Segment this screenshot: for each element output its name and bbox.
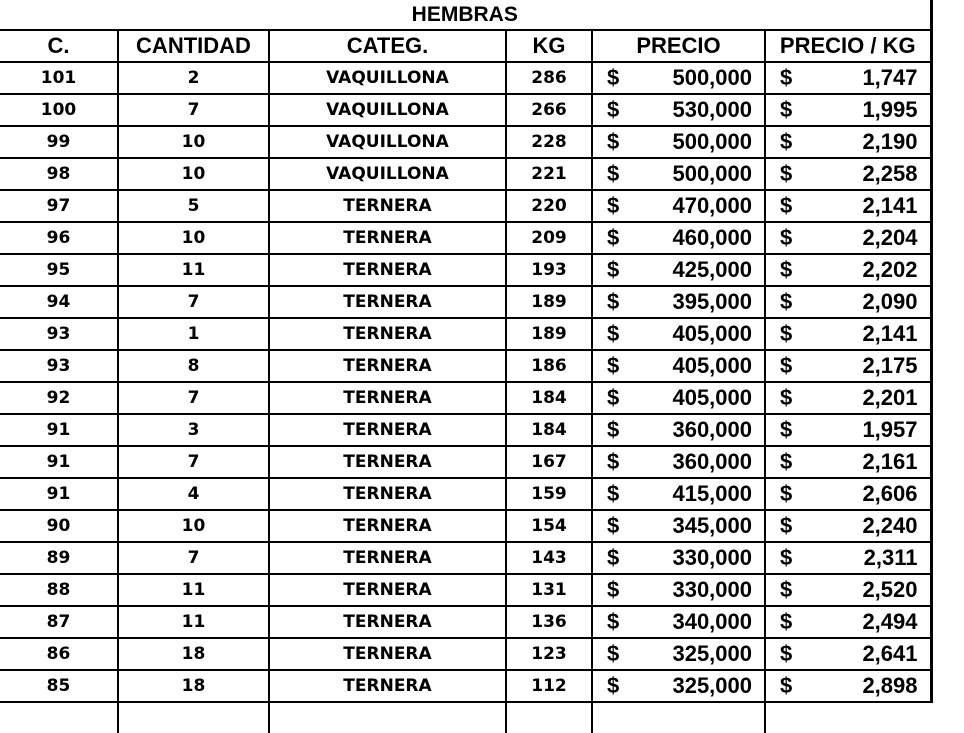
amount-value: 1,957 — [862, 417, 918, 442]
table-row — [0, 254, 931, 286]
cell-c[interactable]: 97 — [0, 190, 118, 222]
currency-symbol: $ — [607, 161, 620, 186]
cell-precio-kg[interactable] — [765, 382, 931, 414]
cell-kg[interactable]: 184 — [506, 382, 592, 414]
currency-symbol: $ — [607, 257, 620, 282]
cell-precio-kg[interactable] — [765, 350, 931, 382]
currency-symbol: $ — [607, 97, 620, 122]
header-row — [0, 30, 931, 62]
cell-kg[interactable]: 167 — [506, 446, 592, 478]
currency-symbol: $ — [780, 353, 793, 378]
cell-kg[interactable]: 184 — [506, 414, 592, 446]
cell-categ[interactable]: TERNERA — [269, 638, 506, 670]
cell-cantidad[interactable]: 11 — [118, 606, 269, 638]
cell-precio-kg[interactable] — [765, 126, 931, 158]
amount-value: 405,000 — [672, 321, 752, 346]
currency-symbol: $ — [607, 225, 620, 250]
cell-kg[interactable]: 228 — [506, 126, 592, 158]
currency-symbol: $ — [607, 417, 620, 442]
cell-categ[interactable]: TERNERA — [269, 382, 506, 414]
cell-kg[interactable]: 131 — [506, 574, 592, 606]
cell-cantidad[interactable]: 18 — [118, 670, 269, 702]
table-row — [0, 606, 931, 638]
currency-symbol: $ — [607, 513, 620, 538]
cell-precio[interactable] — [592, 62, 765, 94]
cell-categ[interactable]: VAQUILLONA — [269, 158, 506, 190]
cell-cantidad[interactable]: 1 — [118, 318, 269, 350]
cell-cantidad[interactable]: 3 — [118, 414, 269, 446]
cell-precio[interactable] — [592, 94, 765, 126]
cell-categ[interactable]: TERNERA — [269, 446, 506, 478]
cell-categ[interactable]: TERNERA — [269, 350, 506, 382]
cell-precio[interactable] — [592, 222, 765, 254]
cell-precio[interactable] — [592, 670, 765, 702]
currency-symbol: $ — [607, 385, 620, 410]
cell-precio[interactable] — [592, 286, 765, 318]
empty-cell[interactable] — [592, 702, 765, 733]
table-row — [0, 350, 931, 382]
cell-categ[interactable]: TERNERA — [269, 606, 506, 638]
cell-c[interactable]: 100 — [0, 94, 118, 126]
cell-cantidad[interactable]: 5 — [118, 190, 269, 222]
amount-value: 2,175 — [862, 353, 918, 378]
cell-precio[interactable] — [592, 158, 765, 190]
currency-symbol: $ — [607, 449, 620, 474]
currency-symbol: $ — [607, 289, 620, 314]
cell-categ[interactable]: VAQUILLONA — [269, 62, 506, 94]
currency-symbol: $ — [780, 513, 793, 538]
cell-categ[interactable]: TERNERA — [269, 254, 506, 286]
cell-precio-kg[interactable] — [765, 222, 931, 254]
cell-precio[interactable] — [592, 542, 765, 574]
amount-value: 2,161 — [862, 449, 918, 474]
cell-precio[interactable] — [592, 126, 765, 158]
table-row — [0, 94, 931, 126]
cell-kg[interactable]: 186 — [506, 350, 592, 382]
cell-precio[interactable] — [592, 478, 765, 510]
cell-kg[interactable]: 112 — [506, 670, 592, 702]
amount-value: 2,641 — [862, 641, 918, 666]
cell-kg[interactable]: 220 — [506, 190, 592, 222]
amount-value: 345,000 — [672, 513, 752, 538]
currency-symbol: $ — [780, 225, 793, 250]
amount-value: 2,141 — [862, 193, 918, 218]
cell-precio[interactable] — [592, 574, 765, 606]
cell-kg[interactable]: 159 — [506, 478, 592, 510]
cell-c[interactable]: 93 — [0, 350, 118, 382]
amount-value: 1,747 — [862, 65, 918, 90]
cell-c[interactable]: 94 — [0, 286, 118, 318]
cell-c[interactable]: 91 — [0, 478, 118, 510]
currency-symbol: $ — [607, 673, 620, 698]
amount-value: 340,000 — [672, 609, 752, 634]
cell-cantidad[interactable]: 7 — [118, 446, 269, 478]
cell-cantidad[interactable]: 11 — [118, 254, 269, 286]
cell-precio-kg[interactable] — [765, 318, 931, 350]
cell-kg[interactable]: 189 — [506, 286, 592, 318]
amount-value: 360,000 — [672, 449, 752, 474]
amount-value: 425,000 — [672, 257, 752, 282]
cell-kg[interactable]: 189 — [506, 318, 592, 350]
amount-value: 2,141 — [862, 321, 918, 346]
currency-symbol: $ — [607, 193, 620, 218]
amount-value: 530,000 — [672, 97, 752, 122]
cell-cantidad[interactable]: 7 — [118, 542, 269, 574]
cell-kg[interactable]: 266 — [506, 94, 592, 126]
amount-value: 2,606 — [862, 481, 918, 506]
cell-categ[interactable]: VAQUILLONA — [269, 126, 506, 158]
cell-c[interactable]: 90 — [0, 510, 118, 542]
currency-symbol: $ — [780, 129, 793, 154]
amount-value: 1,995 — [862, 97, 918, 122]
cell-c[interactable]: 96 — [0, 222, 118, 254]
cell-categ[interactable]: TERNERA — [269, 478, 506, 510]
cell-c[interactable]: 99 — [0, 126, 118, 158]
empty-row — [0, 702, 931, 733]
empty-cell[interactable] — [118, 702, 269, 733]
currency-symbol: $ — [607, 609, 620, 634]
cell-precio-kg[interactable] — [765, 606, 931, 638]
amount-value: 2,240 — [862, 513, 918, 538]
currency-symbol: $ — [780, 193, 793, 218]
cell-precio[interactable] — [592, 414, 765, 446]
currency-symbol: $ — [780, 321, 793, 346]
cell-precio-kg[interactable] — [765, 510, 931, 542]
cell-categ[interactable]: TERNERA — [269, 574, 506, 606]
currency-symbol: $ — [780, 97, 793, 122]
table-row — [0, 190, 931, 222]
header-categ: CATEG. — [269, 30, 506, 62]
cell-kg[interactable]: 123 — [506, 638, 592, 670]
cell-kg[interactable]: 209 — [506, 222, 592, 254]
currency-symbol: $ — [780, 417, 793, 442]
cell-c[interactable]: 98 — [0, 158, 118, 190]
cell-precio-kg[interactable] — [765, 478, 931, 510]
cell-precio-kg[interactable] — [765, 670, 931, 702]
cell-precio[interactable] — [592, 638, 765, 670]
amount-value: 500,000 — [672, 129, 752, 154]
currency-symbol: $ — [780, 481, 793, 506]
currency-symbol: $ — [607, 321, 620, 346]
amount-value: 2,258 — [862, 161, 918, 186]
cell-cantidad[interactable]: 10 — [118, 126, 269, 158]
currency-symbol: $ — [780, 161, 793, 186]
amount-value: 2,494 — [862, 609, 918, 634]
cell-cantidad[interactable]: 10 — [118, 510, 269, 542]
table-row — [0, 478, 931, 510]
cell-precio-kg[interactable] — [765, 638, 931, 670]
cell-precio-kg[interactable] — [765, 542, 931, 574]
empty-cell[interactable] — [506, 702, 592, 733]
amount-value: 415,000 — [672, 481, 752, 506]
cell-c[interactable]: 92 — [0, 382, 118, 414]
amount-value: 2,190 — [862, 129, 918, 154]
title-row — [0, 0, 931, 30]
cell-cantidad[interactable]: 4 — [118, 478, 269, 510]
empty-cell[interactable] — [765, 702, 931, 733]
currency-symbol: $ — [607, 129, 620, 154]
amount-value: 2,202 — [862, 257, 918, 282]
amount-value: 2,204 — [862, 225, 918, 250]
empty-cell[interactable] — [0, 702, 118, 733]
cell-precio[interactable] — [592, 350, 765, 382]
cell-c[interactable]: 88 — [0, 574, 118, 606]
cell-categ[interactable]: TERNERA — [269, 222, 506, 254]
cell-precio-kg[interactable] — [765, 190, 931, 222]
cell-kg[interactable]: 154 — [506, 510, 592, 542]
amount-value: 405,000 — [672, 385, 752, 410]
cell-c[interactable]: 91 — [0, 414, 118, 446]
amount-value: 330,000 — [672, 545, 752, 570]
cell-categ[interactable]: TERNERA — [269, 318, 506, 350]
cell-precio-kg[interactable] — [765, 254, 931, 286]
table-row — [0, 222, 931, 254]
cell-cantidad[interactable]: 18 — [118, 638, 269, 670]
cell-c[interactable]: 86 — [0, 638, 118, 670]
cell-categ[interactable]: VAQUILLONA — [269, 94, 506, 126]
cell-categ[interactable]: TERNERA — [269, 190, 506, 222]
cell-c[interactable]: 87 — [0, 606, 118, 638]
cell-kg[interactable]: 221 — [506, 158, 592, 190]
currency-symbol: $ — [607, 353, 620, 378]
currency-symbol: $ — [780, 673, 793, 698]
currency-symbol: $ — [607, 545, 620, 570]
amount-value: 2,311 — [863, 545, 918, 570]
amount-value: 405,000 — [672, 353, 752, 378]
cell-categ[interactable]: TERNERA — [269, 286, 506, 318]
amount-value: 470,000 — [672, 193, 752, 218]
currency-symbol: $ — [780, 609, 793, 634]
amount-value: 325,000 — [672, 641, 752, 666]
cell-precio-kg[interactable] — [765, 94, 931, 126]
cell-precio[interactable] — [592, 446, 765, 478]
cell-c[interactable]: 101 — [0, 62, 118, 94]
amount-value: 330,000 — [672, 577, 752, 602]
cell-cantidad[interactable]: 10 — [118, 222, 269, 254]
table-row — [0, 318, 931, 350]
currency-symbol: $ — [780, 449, 793, 474]
cell-precio-kg[interactable] — [765, 286, 931, 318]
header-precio: PRECIO — [592, 30, 765, 62]
cell-precio[interactable] — [592, 190, 765, 222]
table-title: HEMBRAS — [0, 0, 931, 30]
cell-cantidad[interactable]: 10 — [118, 158, 269, 190]
header-precio-kg: PRECIO / KG — [765, 30, 931, 62]
currency-symbol: $ — [607, 481, 620, 506]
cell-kg[interactable]: 143 — [506, 542, 592, 574]
table-row — [0, 542, 931, 574]
currency-symbol: $ — [780, 641, 793, 666]
cell-precio-kg[interactable] — [765, 446, 931, 478]
amount-value: 2,520 — [862, 577, 918, 602]
cell-cantidad[interactable]: 2 — [118, 62, 269, 94]
amount-value: 500,000 — [672, 65, 752, 90]
cell-cantidad[interactable]: 7 — [118, 382, 269, 414]
header-c: C. — [0, 30, 118, 62]
cell-cantidad[interactable]: 7 — [118, 94, 269, 126]
cell-categ[interactable]: TERNERA — [269, 510, 506, 542]
table-row — [0, 574, 931, 606]
header-kg: KG — [506, 30, 592, 62]
amount-value: 325,000 — [672, 673, 752, 698]
currency-symbol: $ — [780, 385, 793, 410]
cell-categ[interactable]: TERNERA — [269, 670, 506, 702]
amount-value: 500,000 — [672, 161, 752, 186]
cell-precio-kg[interactable] — [765, 62, 931, 94]
table-row — [0, 638, 931, 670]
cell-precio-kg[interactable] — [765, 414, 931, 446]
cell-c[interactable]: 91 — [0, 446, 118, 478]
table-row — [0, 414, 931, 446]
amount-value: 2,201 — [862, 385, 918, 410]
cell-kg[interactable]: 136 — [506, 606, 592, 638]
cell-categ[interactable]: TERNERA — [269, 542, 506, 574]
cell-cantidad[interactable]: 8 — [118, 350, 269, 382]
cell-precio[interactable] — [592, 510, 765, 542]
table-row — [0, 670, 931, 702]
currency-symbol: $ — [780, 257, 793, 282]
amount-value: 2,090 — [862, 289, 918, 314]
cell-c[interactable]: 89 — [0, 542, 118, 574]
currency-symbol: $ — [607, 65, 620, 90]
amount-value: 395,000 — [672, 289, 752, 314]
header-cantidad: CANTIDAD — [118, 30, 269, 62]
cell-cantidad[interactable]: 11 — [118, 574, 269, 606]
table-row — [0, 286, 931, 318]
table-row — [0, 382, 931, 414]
cell-c[interactable]: 93 — [0, 318, 118, 350]
cell-categ[interactable]: TERNERA — [269, 414, 506, 446]
currency-symbol: $ — [780, 545, 793, 570]
cell-kg[interactable]: 193 — [506, 254, 592, 286]
cell-precio[interactable] — [592, 318, 765, 350]
currency-symbol: $ — [780, 289, 793, 314]
amount-value: 2,898 — [862, 673, 918, 698]
cell-cantidad[interactable]: 7 — [118, 286, 269, 318]
currency-symbol: $ — [780, 577, 793, 602]
cell-c[interactable]: 95 — [0, 254, 118, 286]
table-row — [0, 126, 931, 158]
cell-precio-kg[interactable] — [765, 158, 931, 190]
currency-symbol: $ — [780, 65, 793, 90]
cell-precio[interactable] — [592, 606, 765, 638]
cell-precio-kg[interactable] — [765, 574, 931, 606]
table-row — [0, 62, 931, 94]
currency-symbol: $ — [607, 641, 620, 666]
table-row — [0, 510, 931, 542]
cell-precio[interactable] — [592, 254, 765, 286]
cell-kg[interactable]: 286 — [506, 62, 592, 94]
amount-value: 460,000 — [672, 225, 752, 250]
table-row — [0, 446, 931, 478]
table-row — [0, 158, 931, 190]
amount-value: 360,000 — [672, 417, 752, 442]
empty-cell[interactable] — [269, 702, 506, 733]
cell-c[interactable]: 85 — [0, 670, 118, 702]
currency-symbol: $ — [607, 577, 620, 602]
cell-precio[interactable] — [592, 382, 765, 414]
